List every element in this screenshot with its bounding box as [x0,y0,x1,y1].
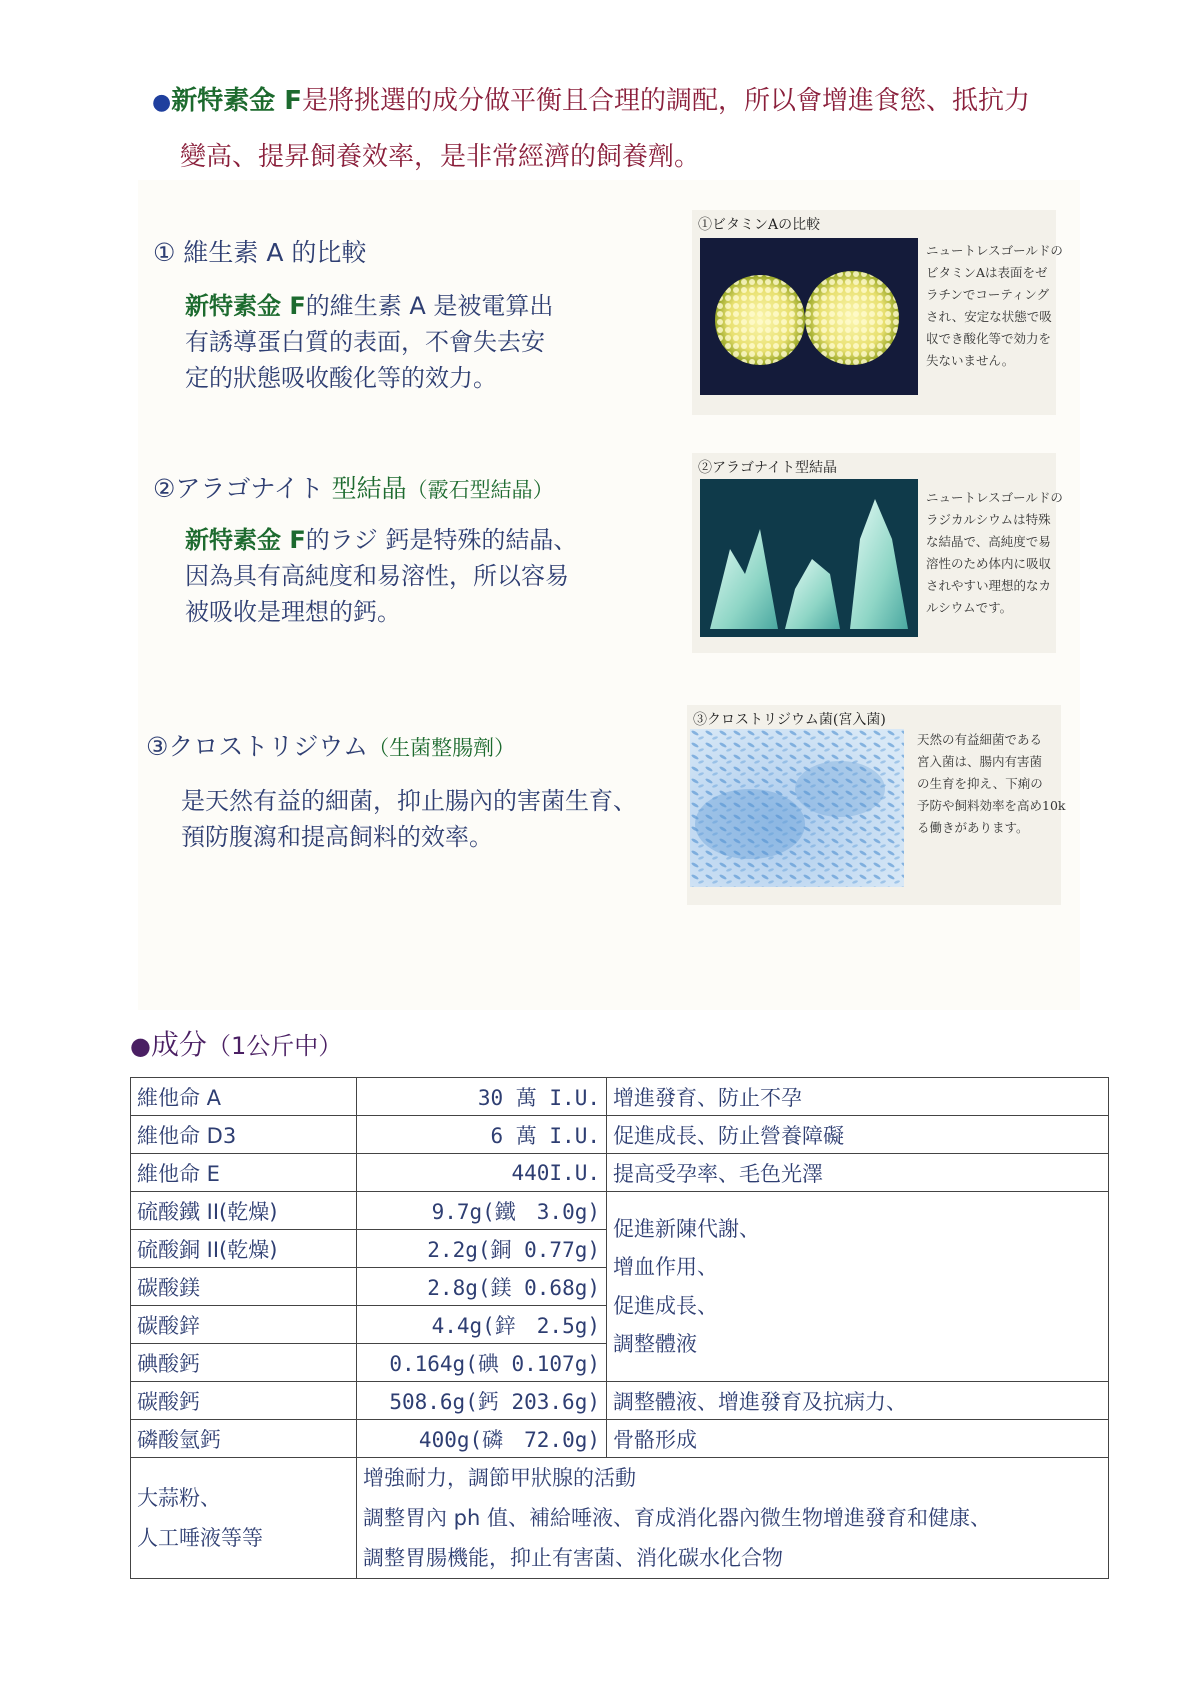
section-1-body-line-1: 的維生素 A 是被電算出 [305,292,554,320]
ingredient-effect: 骨骼形成 [607,1420,1109,1458]
section-3-title [146,727,515,763]
table-row [131,1382,1109,1420]
section-3-title-text: クロストリジウム [168,732,369,761]
photo-text-line: ビタミンAは表面をゼ [926,265,1048,280]
clostridium-photo-caption: ③クロストリジウム菌(宮入菌) [693,712,886,728]
ingredient-effect: 促進成長、防止營養障礙 [607,1116,1109,1154]
feature-panel [138,180,1080,1010]
ingredient-name: 硫酸鐵 II(乾燥) [131,1192,357,1230]
section-2-title-sub: 型結晶 [331,474,407,503]
photo-text-line: ラジカルシウムは特殊 [926,512,1051,527]
aragonite-photo-caption: ②アラゴナイト型結晶 [698,460,838,476]
ingredient-effect: 調整體液 [613,1332,697,1356]
ingredient-amount: 2.8g(鎂 0.68g) [357,1268,607,1306]
table-row [131,1420,1109,1458]
section-3-title-paren: （生菌整腸劑） [368,736,516,760]
ingredient-amount: 400g(磷 72.0g) [357,1420,607,1458]
section-2-body-line-1: 的ラジ 鈣是特殊的結晶、 [305,526,578,554]
ingredient-name-line: 大蒜粉、 [137,1486,221,1510]
ingredient-effect-line: 調整胃腸機能，抑止有害菌、消化碳水化合物 [363,1546,783,1570]
composition-title-paren: （1公斤中） [206,1032,343,1060]
photo-text-line: されやすい理想的なカ [926,578,1052,593]
section-1-title-text: 維生素 A 的比較 [183,238,367,267]
ingredient-effect-line: 增強耐力，調節甲狀腺的活動 [363,1466,636,1490]
ingredient-amount: 30 萬 I.U. [357,1078,607,1116]
table-row [131,1116,1109,1154]
section-1-title [153,233,366,269]
composition-title [130,1023,342,1063]
table-row [131,1078,1109,1116]
photo-text-line: ラチンでコーティング [926,287,1050,302]
section-1-number: ① [153,238,176,267]
ingredient-amount: 0.164g(碘 0.107g) [357,1344,607,1382]
aragonite-photo-description [926,487,1063,619]
ingredient-amount: 6 萬 I.U. [357,1116,607,1154]
photo-text-line: ルシウムです。 [926,600,1013,615]
ingredient-name-line: 人工唾液等等 [137,1526,263,1550]
section-1-body-line-2: 有誘導蛋白質的表面，不會失去安 [185,328,545,356]
photo-text-line: ニュートレスゴールドの [926,243,1063,258]
section-1-brand: 新特素金 F [185,292,306,320]
ingredient-effect: 增進發育、防止不孕 [607,1078,1109,1116]
ingredient-name: 維他命 A [131,1078,357,1116]
section-2-title [153,469,554,505]
ingredient-effect: 提高受孕率、毛色光澤 [607,1154,1109,1192]
bullet-dot-icon: ● [130,1032,151,1060]
vitamin-a-photo-caption: ①ビタミンAの比較 [698,217,821,233]
intro-line-2: 變高、提昇飼養效率，是非常經濟的飼養劑。 [180,142,701,172]
vitamin-a-photo-panel [692,210,1063,415]
mineral-effects-group [607,1192,1109,1382]
ingredient-amount: 9.7g(鐵 3.0g) [357,1192,607,1230]
photo-text-line: 予防や飼料効率を高め10k [917,798,1066,813]
section-2-body-line-3: 被吸收是理想的鈣。 [185,598,401,626]
photo-text-line: の生育を抑え、下痢の [917,776,1043,791]
composition-title-text: 成分 [150,1028,207,1061]
ingredient-effect: 促進新陳代謝、 [613,1216,760,1241]
section-3-body-line-2: 預防腹瀉和提高飼料的效率。 [181,823,493,851]
photo-text-line: な結晶で、高純度で易 [926,534,1051,549]
ingredient-amount: 4.4g(鋅 2.5g) [357,1306,607,1344]
ingredient-amount: 440I.U. [357,1154,607,1192]
ingredient-amount: 508.6g(鈣 203.6g) [357,1382,607,1420]
ingredient-amount: 2.2g(銅 0.77g) [357,1230,607,1268]
section-2-body [185,522,577,630]
ingredient-effect: 增血作用、 [613,1255,718,1279]
aragonite-photo-panel [692,453,1063,653]
photo-text-line: 溶性のため体内に吸収 [926,556,1052,571]
ingredient-name: 碳酸鎂 [131,1268,357,1306]
ingredient-name: 維他命 E [131,1154,357,1192]
intro-line-1-text: 是將挑選的成分做平衡且合理的調配，所以會增進食慾、抵抗力 [302,86,1031,116]
composition-table [130,1077,1109,1579]
ingredient-name: 碘酸鈣 [131,1344,357,1382]
table-row [131,1458,1109,1579]
section-1-body [185,288,553,396]
ingredient-effect: 促進成長、 [613,1293,718,1318]
ingredient-name: 維他命 D3 [131,1116,357,1154]
photo-text-line: 失ないません。 [926,353,1015,368]
section-3-body-line-1: 是天然有益的細菌，抑止腸內的害菌生育、 [181,787,637,815]
table-row [131,1154,1109,1192]
section-2-brand: 新特素金 F [185,526,306,554]
ingredient-effect [357,1458,1109,1579]
ingredient-effect-line: 調整胃內 ph 值、補給唾液、育成消化器內微生物增進發育和健康、 [363,1506,991,1530]
section-2-body-line-2: 因為具有高純度和易溶性，所以容易 [185,562,569,590]
ingredient-name: 碳酸鈣 [131,1382,357,1420]
bullet-dot-icon: ● [152,90,172,115]
photo-text-line: 収でき酸化等で効力を [926,331,1052,346]
photo-text-line: る働きがあります。 [917,820,1029,835]
table-row [131,1192,1109,1230]
section-2-number: ② [153,474,176,503]
section-2-title-text: アラゴナイト [175,474,324,503]
section-3-number: ③ [146,732,169,761]
ingredient-effect: 調整體液、增進發育及抗病力、 [607,1382,1109,1420]
clostridium-bacteria-image [690,729,904,887]
ingredient-name: 磷酸氫鈣 [131,1420,357,1458]
section-1-body-line-3: 定的狀態吸收酸化等的效力。 [185,364,497,392]
vitamin-a-photo-description [926,240,1063,372]
intro-line-1 [152,80,1030,117]
intro-brand: 新特素金 F [171,86,303,116]
clostridium-photo-panel [687,705,1066,905]
photo-text-line: ニュートレスゴールドの [926,490,1063,505]
aragonite-crystal-image [700,479,918,637]
ingredient-name: 硫酸銅 II(乾燥) [131,1230,357,1268]
section-3-body [181,783,637,855]
vitamin-a-granules-image [700,238,918,395]
photo-text-line: され、安定な状態で吸 [926,309,1052,324]
photo-text-line: 宮入菌は、腸内有害菌 [917,754,1043,769]
photo-text-line: 天然の有益細菌である [917,732,1043,747]
ingredient-name: 碳酸鋅 [131,1306,357,1344]
clostridium-photo-description [917,729,1065,839]
section-2-title-paren: （霰石型結晶） [406,478,554,502]
ingredient-name [131,1458,357,1579]
